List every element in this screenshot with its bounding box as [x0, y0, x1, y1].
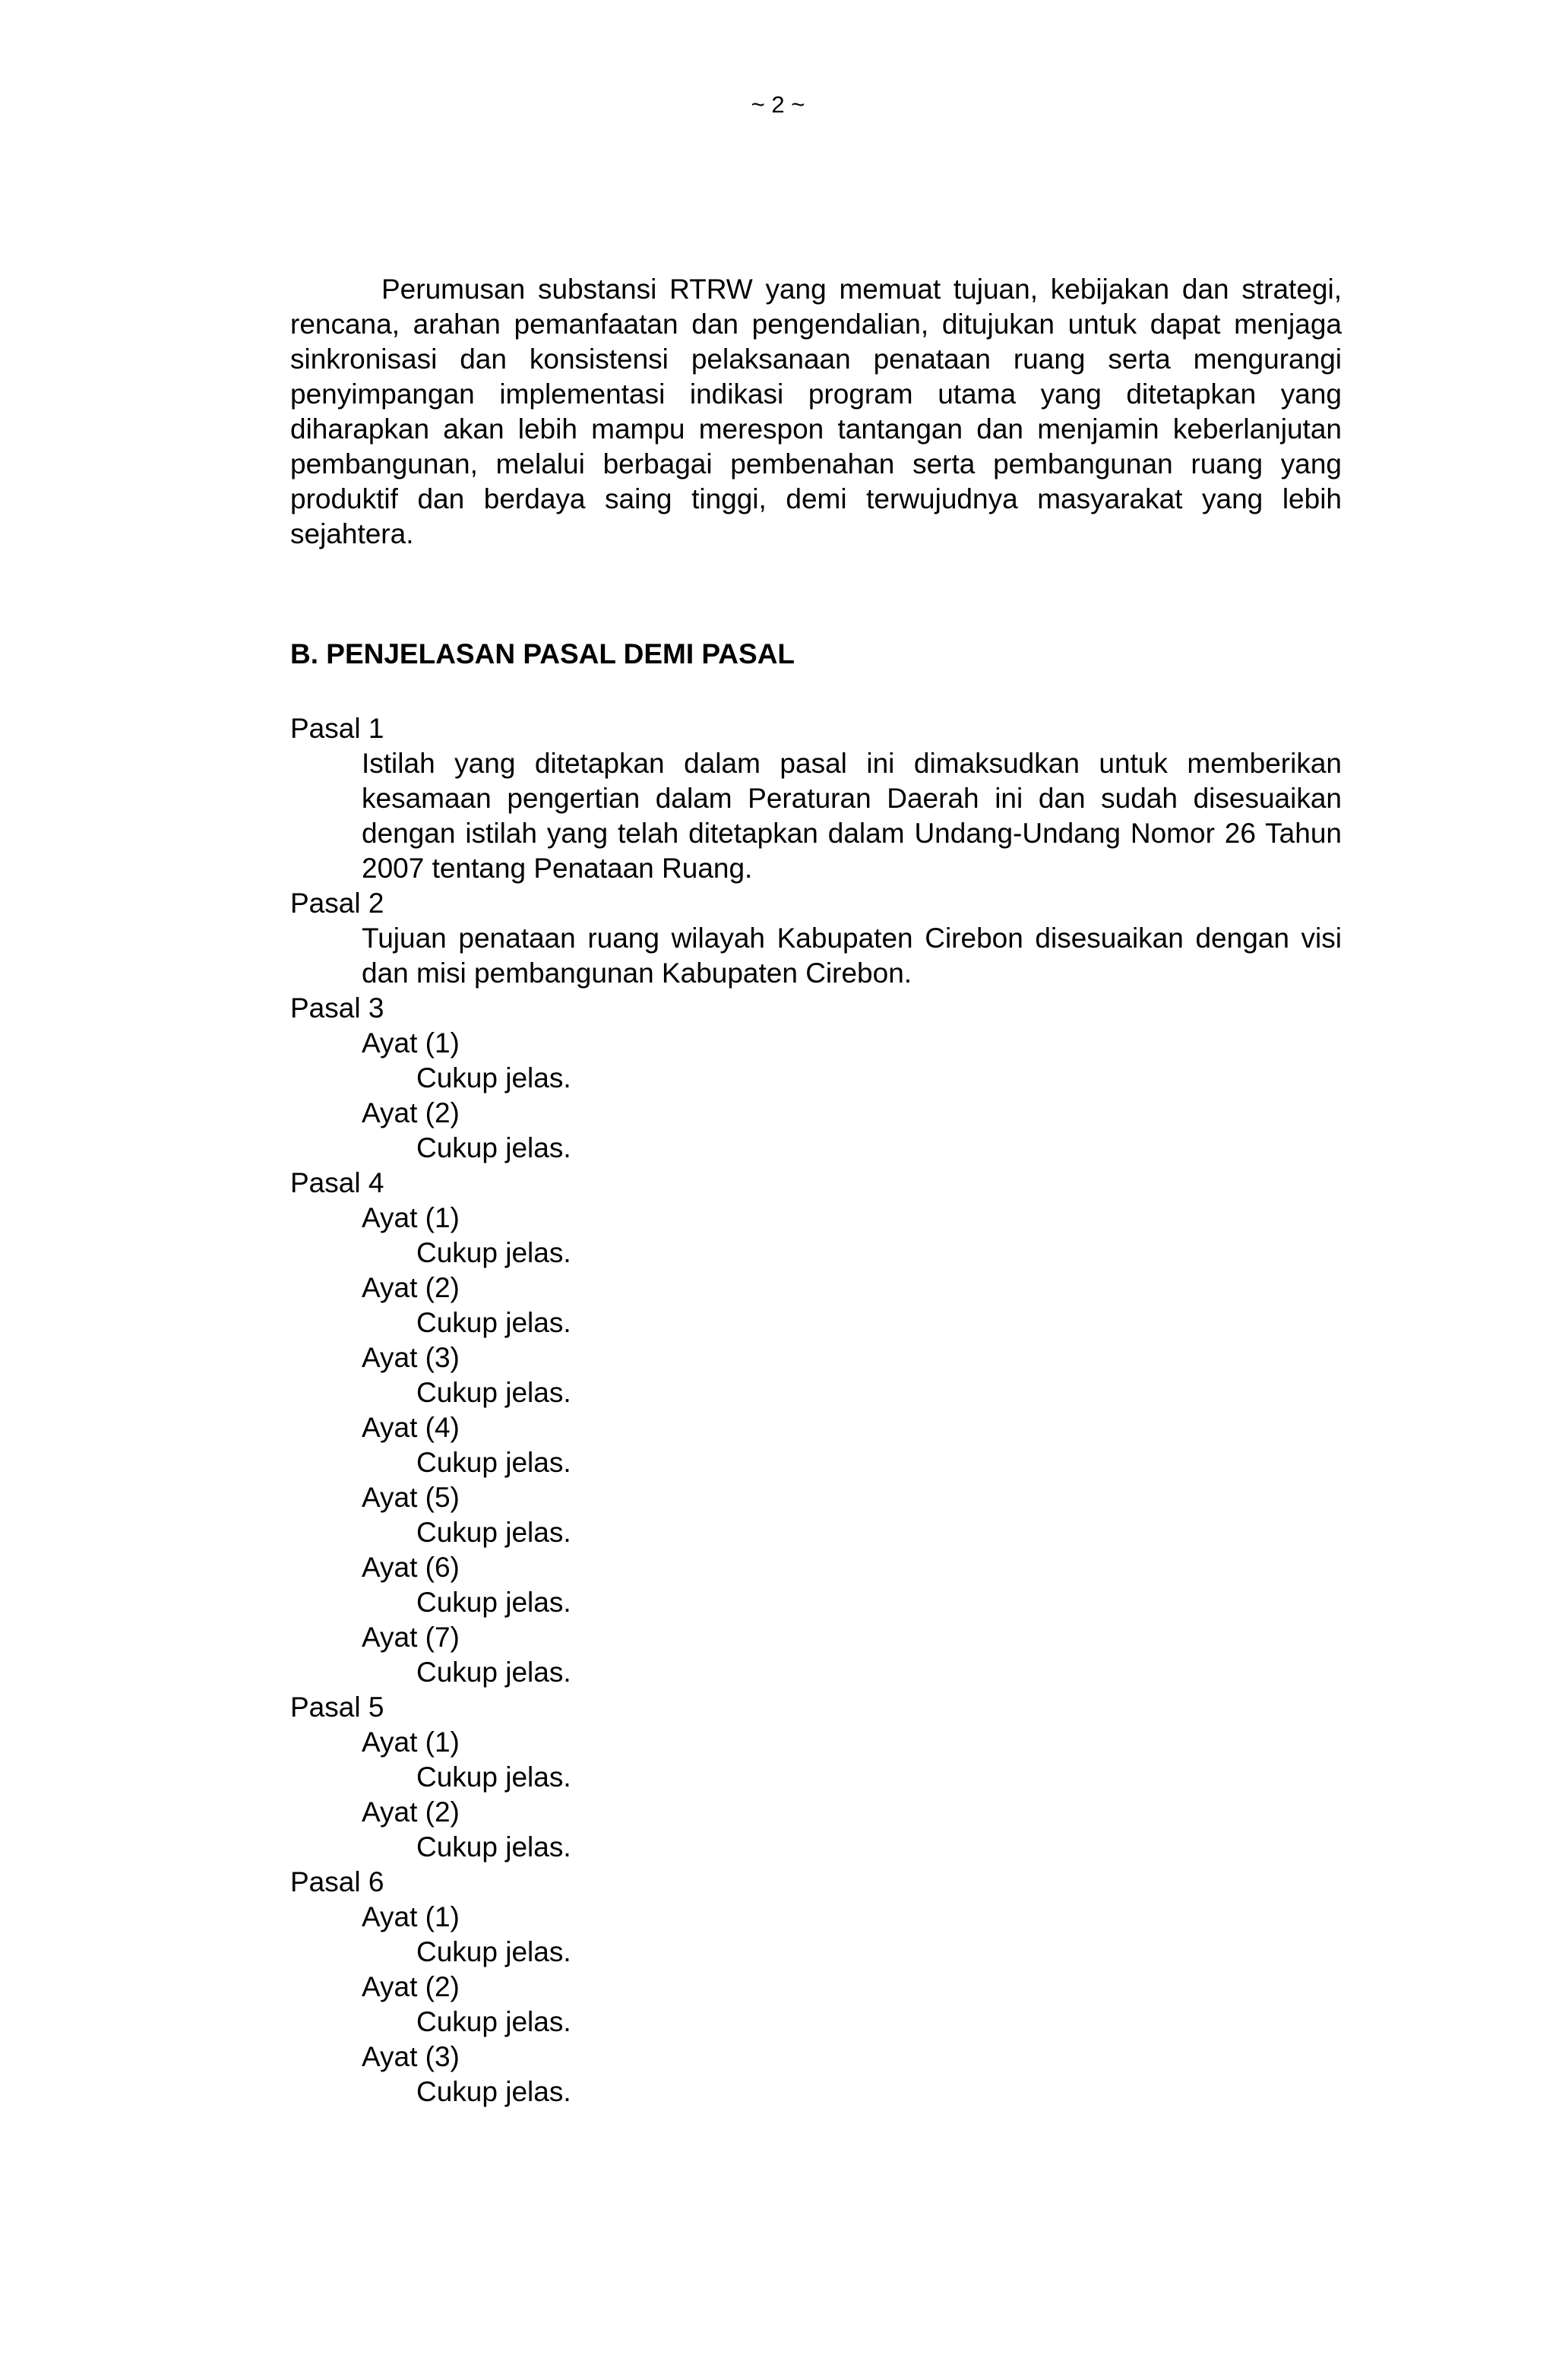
ayat-label: Ayat (7) [362, 1622, 460, 1653]
ayat-label: Ayat (6) [362, 1552, 460, 1583]
ayat-label: Ayat (2) [362, 1971, 460, 2002]
page-number: ~ 2 ~ [751, 91, 805, 118]
ayat-label: Ayat (1) [362, 1027, 460, 1059]
ayat-text: Cukup jelas. [416, 1377, 571, 1408]
ayat-text: Cukup jelas. [416, 1936, 571, 1967]
ayat-label: Ayat (2) [362, 1097, 460, 1128]
pasal-block [290, 886, 1342, 991]
pasal-block [290, 1166, 1342, 1690]
ayat-label: Ayat (2) [362, 1796, 460, 1828]
ayat-label: Ayat (4) [362, 1412, 460, 1443]
document-body [290, 272, 1342, 2109]
pasal-text: Istilah yang ditetapkan dalam pasal ini dimaksudkan untuk memberikan kesamaan pengertian dalam Peraturan Daerah ini dan sudah disesuaikan dengan istilah yang telah ditetapkan dalam Undang-Undang Nomor 26 Tahun 2007 tentang Penataan Ruang. [362, 748, 1342, 884]
ayat-text: Cukup jelas. [416, 2006, 571, 2037]
ayat-text: Cukup jelas. [416, 1831, 571, 1863]
ayat-text: Cukup jelas. [416, 2076, 571, 2107]
ayat-text: Cukup jelas. [416, 1587, 571, 1618]
ayat-label: Ayat (1) [362, 1726, 460, 1758]
ayat-label: Ayat (5) [362, 1482, 460, 1513]
ayat-label: Ayat (2) [362, 1272, 460, 1303]
ayat-label: Ayat (1) [362, 1901, 460, 1932]
intro-paragraph: Perumusan substansi RTRW yang memuat tujuan, kebijakan dan strategi, rencana, arahan pemanfaatan dan pengendalian, ditujukan untuk dapat menjaga sinkronisasi dan konsistensi pelaksanaan penataan ruang serta mengurangi penyimpangan implementasi indikasi program utama yang ditetapkan yang diharapkan akan lebih mampu merespon tantangan dan menjamin keberlanjutan pembangunan, melalui berbagai pembenahan serta pembangunan ruang yang produktif dan berdaya saing tinggi, demi terwujudnya masyarakat yang lebih sejahtera. [290, 274, 1342, 549]
pasal-block [290, 711, 1342, 886]
ayat-text: Cukup jelas. [416, 1657, 571, 1688]
ayat-text: Cukup jelas. [416, 1132, 571, 1163]
ayat-text: Cukup jelas. [416, 1517, 571, 1548]
pasal-label: Pasal 2 [290, 888, 384, 919]
pasal-label: Pasal 5 [290, 1692, 384, 1723]
ayat-text: Cukup jelas. [416, 1062, 571, 1093]
pasal-block [290, 1690, 1342, 1865]
pasal-text: Tujuan penataan ruang wilayah Kabupaten Cirebon disesuaikan dengan visi dan misi pembangunan Kabupaten Cirebon. [362, 923, 1342, 989]
pasal-label: Pasal 3 [290, 992, 384, 1024]
ayat-text: Cukup jelas. [416, 1237, 571, 1268]
pasal-label: Pasal 6 [290, 1866, 384, 1897]
pasal-label: Pasal 4 [290, 1167, 384, 1198]
ayat-text: Cukup jelas. [416, 1761, 571, 1793]
ayat-text: Cukup jelas. [416, 1447, 571, 1478]
pasal-block [290, 991, 1342, 1166]
ayat-label: Ayat (3) [362, 2041, 460, 2072]
ayat-text: Cukup jelas. [416, 1307, 571, 1338]
pasal-label: Pasal 1 [290, 713, 384, 744]
ayat-label: Ayat (3) [362, 1342, 460, 1373]
section-heading: B. PENJELASAN PASAL DEMI PASAL [290, 638, 795, 669]
ayat-label: Ayat (1) [362, 1202, 460, 1233]
pasal-block [290, 1865, 1342, 2109]
